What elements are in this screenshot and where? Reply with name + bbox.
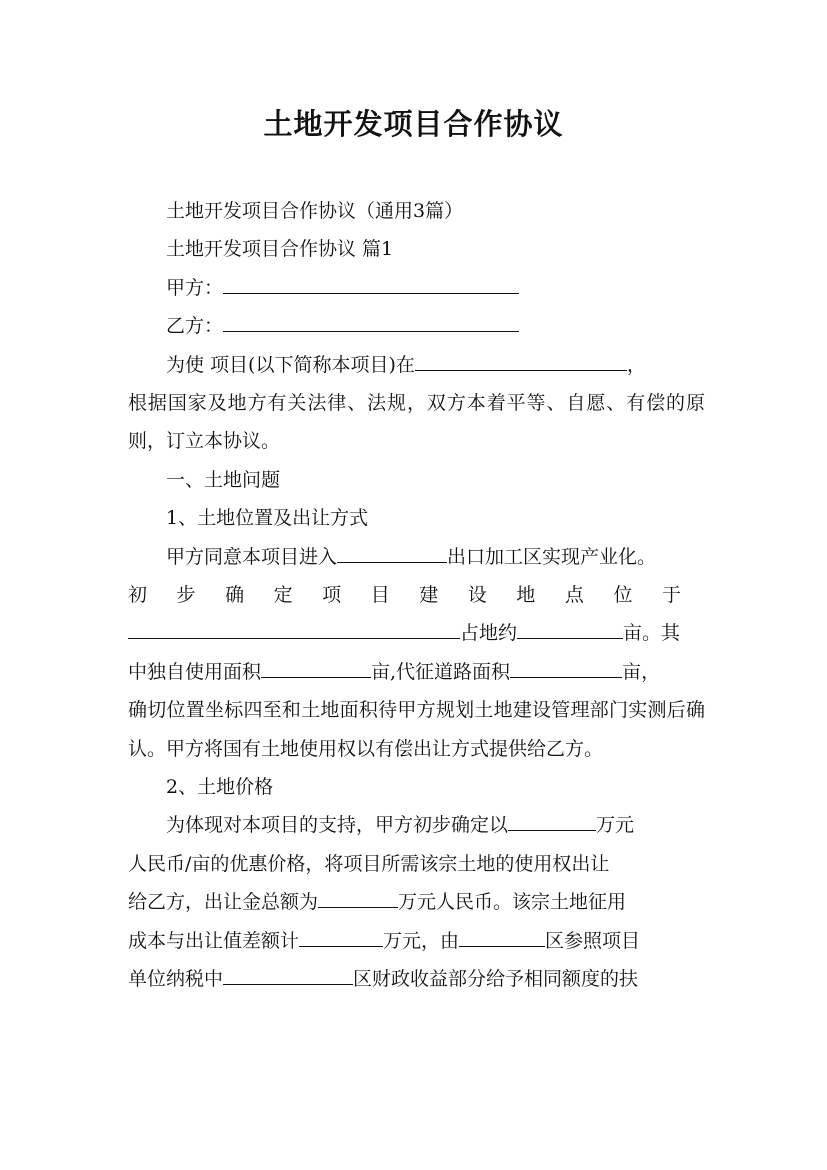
para2-line5 — [128, 960, 705, 998]
party-a-label: 甲方： — [166, 276, 224, 299]
p2-blank-price — [508, 811, 596, 832]
p2-g: 万元，由 — [383, 929, 460, 952]
party-b-line — [128, 307, 705, 345]
p2-blank-tax — [223, 964, 353, 985]
p2-blank-total — [318, 887, 398, 908]
p1-b: 出口加工区实现产业化。 — [447, 545, 657, 568]
party-b-label: 乙方： — [166, 315, 224, 338]
document-title: 土地开发项目合作协议 — [263, 107, 564, 141]
party-b-blank — [223, 311, 519, 332]
para2-line1 — [128, 806, 705, 844]
p2-h: 区参照项目 — [545, 929, 641, 952]
intro-paragraph: 根据国家及地方有关法律、法规，双方本着平等、自愿、有偿的原则，订立本协议。 — [128, 392, 705, 453]
p2-a: 为体现对本项目的支持，甲方初步确定以 — [166, 814, 509, 837]
p1-f: 中独自使用面积 — [128, 660, 262, 683]
section-heading: 土地开发项目合作协议 篇1 — [166, 238, 394, 261]
p1-blank-road — [510, 657, 622, 678]
p2-i: 单位纳税中 — [128, 968, 224, 991]
p1-d: 占地约 — [460, 622, 518, 645]
para1-line2: 初步确定项目建设地点位于 — [128, 584, 705, 607]
para1-line4 — [128, 653, 705, 691]
para1-rest: 确切位置坐标四至和土地面积待甲方规划土地建设管理部门实测后确认。甲方将国有土地使用权以有偿出让方式提供给乙方。 — [128, 699, 705, 760]
para1-line1 — [128, 538, 705, 576]
party-a-blank — [223, 273, 519, 294]
p1-g: 亩,代征道路面积 — [371, 660, 511, 683]
document-body — [128, 192, 705, 999]
heading-location: 1、土地位置及出让方式 — [166, 507, 369, 530]
p2-j: 区财政收益部分给予相同额度的扶 — [353, 968, 639, 991]
p1-h: 亩， — [622, 660, 661, 683]
p1-a: 甲方同意本项目进入 — [166, 545, 338, 568]
subtitle: 土地开发项目合作协议（通用3篇） — [166, 200, 464, 222]
p1-blank-zone — [337, 542, 447, 563]
p1-blank-own — [261, 657, 371, 678]
intro-line — [128, 346, 705, 384]
para1-line3 — [128, 614, 705, 652]
heading-price: 2、土地价格 — [166, 776, 274, 799]
para2-line4 — [128, 922, 705, 960]
intro-prefix: 为使 项目(以下简称本项目)在 — [166, 353, 415, 376]
p1-e: 亩。其 — [623, 622, 681, 645]
para2-line3 — [128, 883, 705, 921]
p2-blank-diff — [299, 926, 383, 947]
p1-blank-area — [517, 619, 623, 640]
intro-suffix: ， — [626, 353, 646, 376]
intro-blank — [415, 350, 627, 371]
heading-land-issues: 一、土地问题 — [166, 468, 281, 491]
party-a-line — [128, 269, 705, 307]
p2-e: 万元人民币。该宗土地征用 — [398, 891, 627, 914]
p2-blank-district — [459, 926, 545, 947]
p2-d: 给乙方，出让金总额为 — [128, 891, 319, 914]
p2-f: 成本与出让值差额计 — [128, 929, 300, 952]
p2-b: 万元 — [596, 814, 635, 837]
para2-line2: 人民币/亩的优惠价格，将项目所需该宗土地的使用权出让 — [128, 852, 610, 875]
p1-blank-location — [128, 619, 460, 640]
